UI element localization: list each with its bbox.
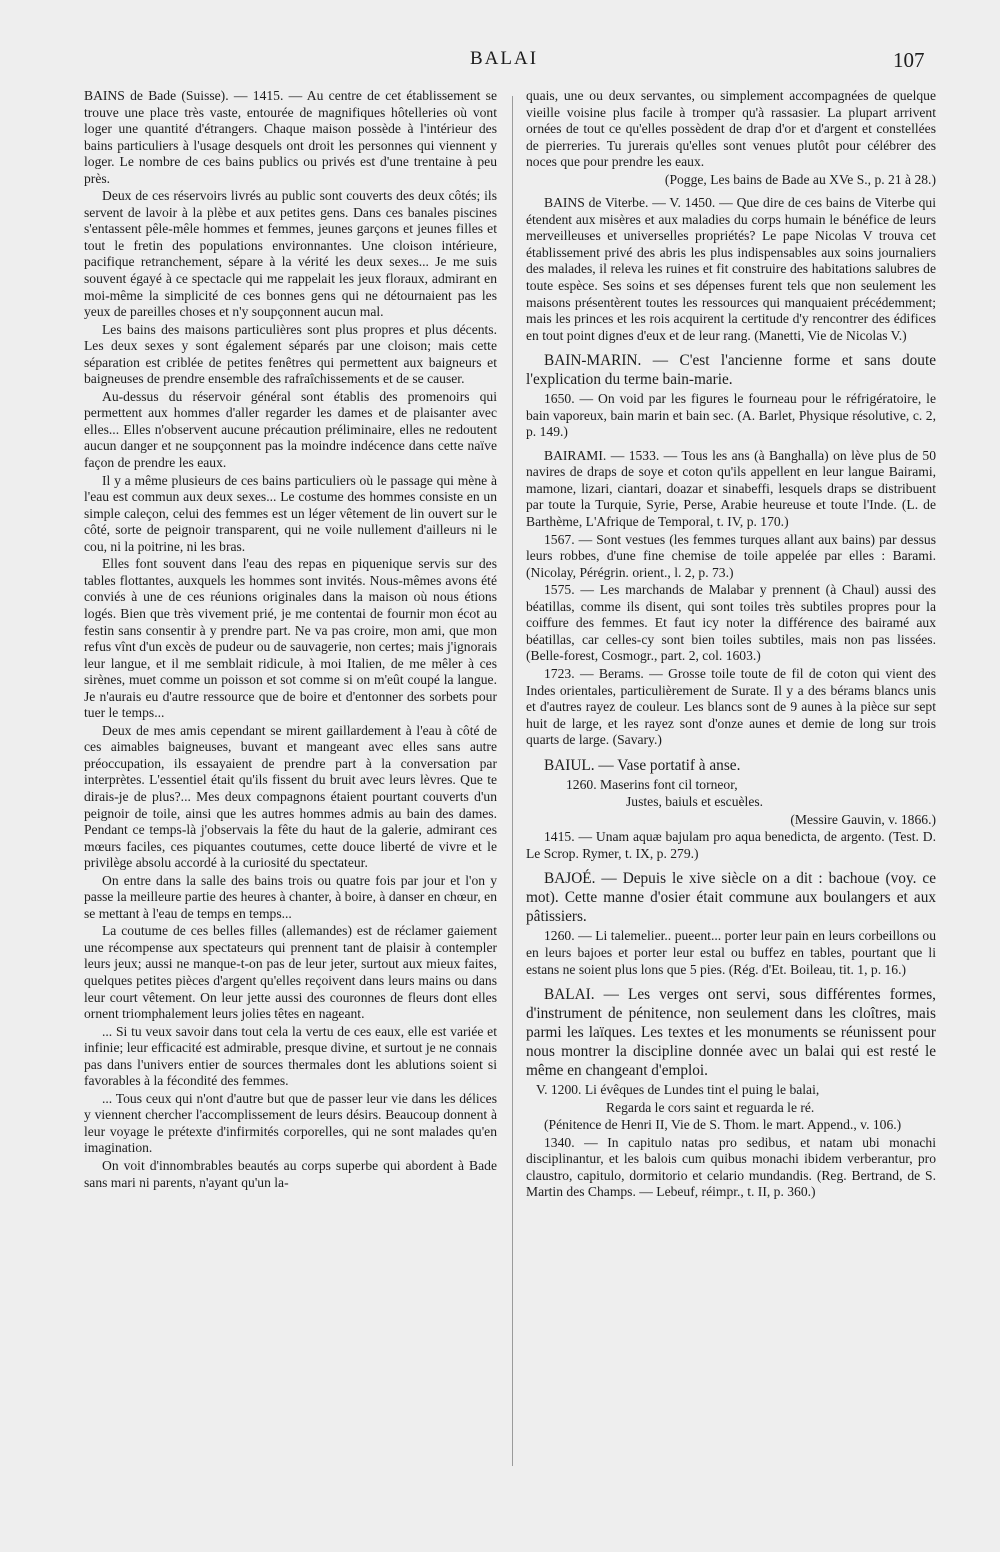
- entry-bains-viterbe: BAINS de Viterbe. — V. 1450. — Que dire de ces bains de Viterbe qui étendent aux misères et aux maladies du corps humain le bénéfice de leurs merveilleuses et universelles propriétés? Le pape Nicolas V trouva cet établissement privé des abris les plus indispensables aux soins journaliers des malades, il releva les ruines et fit construire des habitations salubres de toute espèce. Ses soins et ses dépenses furent tels que non seulement les maisons présentèrent toutes les ressources qui manquaient précédemment; mais les princes et les rois acquirent la certitude d'y rencontrer des édifices en tout point dignes d'eux et de leur rang. (Manetti, Vie de Nicolas V.): [526, 195, 936, 343]
- entry-baiul: BAIUL. — Vase portatif à anse.: [544, 756, 741, 774]
- entry-bains-de-bade: BAINS de Bade (Suisse). — 1415. — Au centre de cet établissement se trouve une place très vaste, entourée de magnifiques hôtelleries où vont loger une quantité d'étrangers. Chaque maison possède à l'intérieur des bains particuliers à l'usage desquels ont droit les personnes qui viennent y loger. Le nombre de ces bains publics ou privés est d'une trentaine à peu près.: [84, 88, 497, 186]
- entry-bajoe: BAJOÉ. — Depuis le xive siècle on a dit : bachoue (voy. ce mot). Cette manne d'osier était commune aux boulangers et aux pâtissiers.: [526, 870, 936, 926]
- quote-1575: 1575. — Les marchands de Malabar y prennent (à Chaul) aussi des béatillas, comme ils disent, qui sont toiles très subtiles propres pour la coiffure des femmes. Et faut icy noter la différence des bairamé aux béatillas, car celles-cy sont bien toiles subtiles, mais non pas lissées. (Belle-forest, Cosmogr., part. 2, col. 1603.): [526, 582, 936, 664]
- entry-bairami: BAIRAMI. — 1533. — Tous les ans (à Banghalla) on lève plus de 50 navires de draps de soye et coton qu'ils appellent en leur langue Bairami, mamone, lizari, ciantari, doazar et sinabeffi, lesquels draps se distribuent par toute la Turquie, Syrie, Perse, Arabie heureuse et toute l'Inde. (L. de Barthème, L'Afrique de Temporal, t. IV, p. 170.): [526, 447, 936, 530]
- paragraph: ... Tous ceux qui n'ont d'autre but que de passer leur vie dans les délices y viennent chercher l'accomplissement de leurs désirs. Beaucoup donnent à leur voyage le prétexte d'infirmités corporelles, qui ne sont malades qu'en imagination.: [84, 1090, 497, 1156]
- paragraph: Deux de mes amis cependant se mirent gaillardement à l'eau à côté de ces aimables baigneuses, buvant et mangeant avec elles sans autre préoccupation, ils essayaient de prendre part à la conversation par interprètes. L'essentiel était qu'ils fissent du bruit avec leurs lèvres. Que te dirais-je de plus?... Mes deux compagnons étaient pourtant couverts d'un peignoir de toile, ainsi que les autres hommes admis au bain des dames. Pendant ce temps-là j'observais la fête du haut de la galerie, admirant ces mœurs faciles, ces piquantes coutumes, cette douce liberté de vivre et le privilège absolu accordé à la curiosité du spectateur.: [84, 722, 497, 871]
- paragraph: On entre dans la salle des bains trois ou quatre fois par jour et l'on y passe la meilleure partie des heures à chanter, à boire, à danser en chœur, en se mettant à l'eau de temps en temps...: [84, 872, 497, 921]
- verse-line: Justes, baiuls et escuèles.: [626, 794, 764, 810]
- paragraph: La coutume de ces belles filles (allemandes) est de réclamer gaiement une récompense aux spectateurs qui prennent tant de plaisir à contempler leurs jeux; aussi ne manque-t-on pas de leur jeter, surtout aux mieux faites, quelques petites pièces d'argent qu'elles reçoivent dans leurs mains ou dans leur court vêtement. On leur jette aussi des couronnes de fleurs dont elles ornent triomphalement leurs jolies têtes en nageant.: [84, 923, 497, 1022]
- paragraph: quais, une ou deux servantes, ou simplement accompagnées de quelque vieille voisine plus facile à tromper qu'à rassasier. La plupart arrivent ornées de tout ce qu'elles possèdent de drap d'or et d'argent et constellées de pierreries. Tu jurerais qu'elles sont venues plutôt pour célébrer des noces que pour prendre les eaux.: [526, 88, 936, 170]
- citation: (Pénitence de Henri II, Vie de S. Thom. le mart. Append., v. 106.): [544, 1117, 902, 1133]
- citation: (Messire Gauvin, v. 1866.): [790, 811, 936, 827]
- left-column: [84, 88, 497, 1192]
- quote-1340: 1340. — In capitulo natas pro sedibus, et natam ubi monachi disciplinantur, et les balois cum quibus monachi ibidem verberantur, pro claustro, capitulo, dormitorio et celario mundandis. (Reg. Bertrand, de S. Martin des Champs. — Lebeuf, réimpr., t. II, p. 360.): [526, 1134, 936, 1200]
- citation: (Pogge, Les bains de Bade au XVe S., p. 21 à 28.): [664, 171, 936, 187]
- verse-line: V. 1200. Li évêques de Lundes tint el puing le balai,: [536, 1082, 820, 1098]
- entry-bain-marin: BAIN-MARIN. — C'est l'ancienne forme et sans doute l'explication du terme bain-marie.: [526, 352, 936, 389]
- quote-1650: 1650. — On void par les figures le fourneau pour le réfrigératoire, le bain vaporeux, bain marin et bain sec. (A. Barlet, Physique résolutive, c. 2, p. 149.): [526, 391, 936, 440]
- paragraph: On voit d'innombrables beautés au corps superbe qui abordent à Bade sans mari ni parents, n'ayant qu'un la-: [84, 1158, 497, 1190]
- page-number: 107: [893, 48, 925, 72]
- right-column: [526, 88, 936, 1202]
- paragraph: Deux de ces réservoirs livrés au public sont couverts des deux côtés; ils servent de lavoir à la plèbe et aux petites gens. Dans ces banales piscines s'entassent pêle-mêle hommes et femmes, jeunes garçons et jeunes filles et tout le fretin des populations environnantes. Une cloison intérieure, pacifique retranchement, sépare à la vérité les deux sexes... Je me suis souvent égayé à ce spectacle qui me rappelait les jeux floraux, admirant en moi-même la simplicité de ces bonnes gens qui ne détournaient pas les yeux de pareilles choses et n'y soupçonnent aucun mal.: [84, 188, 497, 320]
- paragraph: Il y a même plusieurs de ces bains particuliers où le passage qui mène à l'eau est commun aux deux sexes... Le costume des hommes consiste en un simple caleçon, celui des femmes est un léger vêtement de lin ouvert sur le côté, sorte de peignoir transparent, qui ne voile nullement d'ailleurs ni le cou, ni la poitrine, ni les bras.: [84, 472, 497, 554]
- paragraph: Les bains des maisons particulières sont plus propres et plus décents. Les deux sexes y sont également séparés par une cloison; mais cette séparation est criblée de petites fenêtres qui permettent aux baigneurs et baigneuses de prendre ensemble des rafraîchissements et de se causer.: [84, 321, 497, 387]
- entry-balai: BALAI. — Les verges ont servi, sous différentes formes, d'instrument de pénitence, non seulement dans les cloîtres, mais parmi les laïques. Les textes et les monuments se réunissent pour nous montrer la discipline donnée avec un balai qui est resté le même en changeant d'emploi.: [526, 986, 936, 1080]
- running-title: BALAI: [470, 48, 539, 69]
- quote-1723: 1723. — Berams. — Grosse toile toute de fil de coton qui vient des Indes orientales, particulièrement de Surate. Il y a des bérams blancs unis et d'autres rayez de couleur. Les blancs sont de 9 aunes à la pièce sur sept huit de large, et les rayez sont d'onze aunes et demie de long sur trois quarts de large. (Savary.): [526, 665, 936, 748]
- column-rule: [512, 96, 513, 1466]
- verse-line: Regarda le cors saint et reguarda le ré.: [606, 1099, 815, 1115]
- quote-1260: 1260. — Li talemelier.. pueent... porter leur pain en leurs corbeillons ou en leurs bajoes et porter leur estal ou buffez en tables, pourtant que li estans ne soient plus lons que 5 pies. (Rég. d'Et. Boileau, tit. 1, p. 16.): [526, 928, 936, 977]
- quote-1415: 1415. — Unam aquæ bajulam pro aqua benedicta, de argento. (Test. D. Le Scrop. Rymer, t. IX, p. 279.): [526, 829, 936, 861]
- paragraph: Au-dessus du réservoir général sont établis des promenoirs qui permettent aux hommes d'aller regarder les dames et de plaisanter avec elles... Elles n'observent aucune précaution préliminaire, elles ne redoutent aucun danger et ne soupçonnent pas la moindre indécence dans cette naïve façon de prendre les eaux.: [84, 388, 497, 471]
- running-header: [0, 44, 1000, 74]
- paragraph: ... Si tu veux savoir dans tout cela la vertu de ces eaux, elle est variée et infinie; leur efficacité est admirable, presque divine, et surtout je ne connais pas dans l'univers entier de sources thermales dont les ablutions soient si favorables à la fécondité des femmes.: [84, 1023, 497, 1089]
- verse-line: 1260. Maserins font cil torneor,: [566, 776, 738, 792]
- paragraph: Elles font souvent dans l'eau des repas en piquenique servis sur des tables flottantes, auxquels les hommes sont invités. Nous-mêmes avons été conviés à une de ces réunions originales dans la maison où nous étions logés. Bien que très vivement prié, je me contentai de fournir mon écot au festin sans consentir à y prendre part. Ne va pas croire, mon ami, que mon refus vînt d'un excès de pudeur ou de sauvagerie, non certes; mais j'ignorais leur langue, et il me semblait ridicule, à moi Italien, de me mêler à ces sirènes, muet comme un poisson et sot comme si on m'eût coupé la langue. Je n'aurais eu d'autre ressource que de boire et d'entonner des sorbets pour tuer le temps...: [84, 556, 497, 721]
- quote-1567: 1567. — Sont vestues (les femmes turques allant aux bains) par dessus leurs robbes, d'une fine chemise de toile appelée par elles : Barami. (Nicolay, Pérégrin. orient., l. 2, p. 73.): [526, 531, 936, 580]
